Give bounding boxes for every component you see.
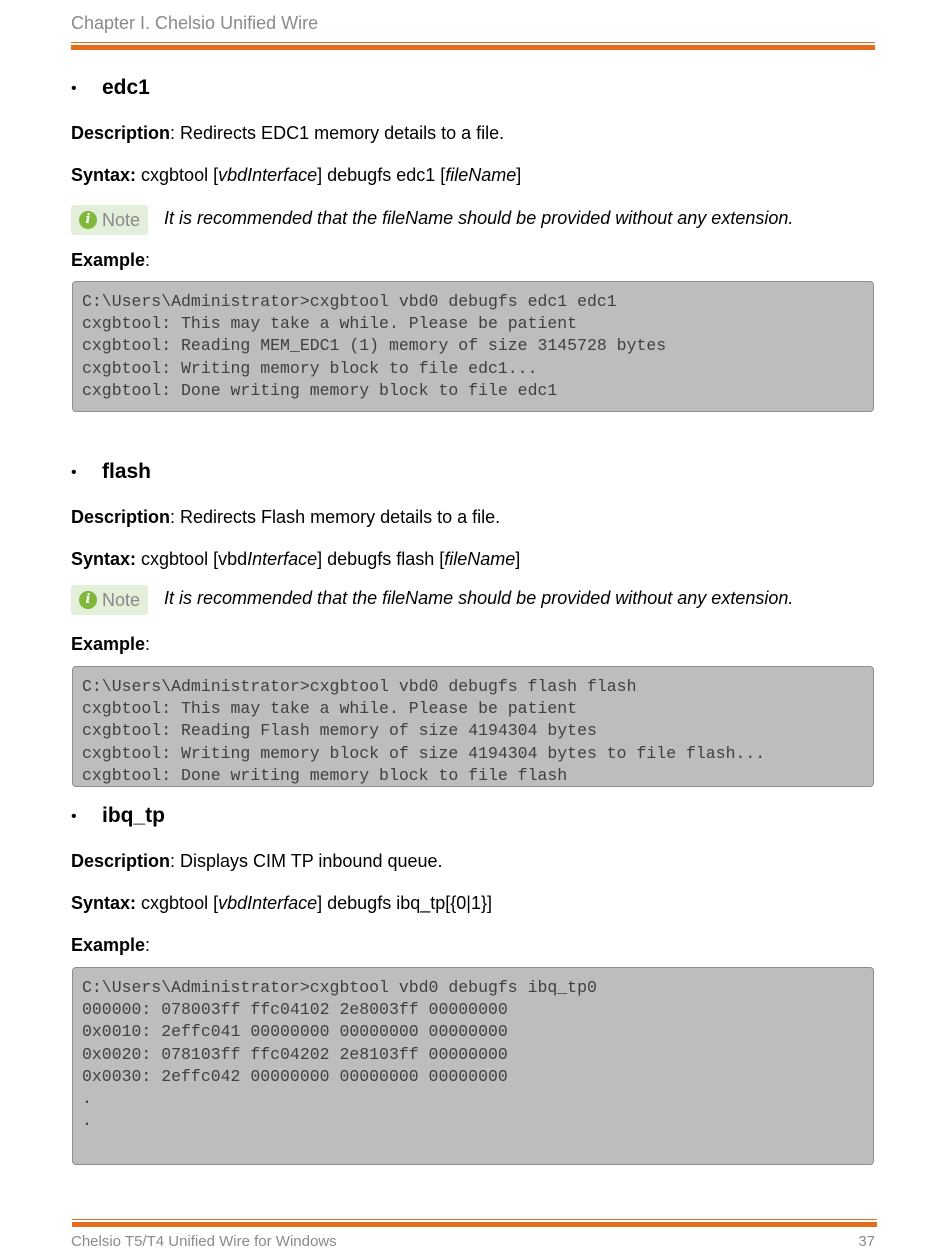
syntax-part: ] debugfs edc1 [ xyxy=(317,165,446,185)
note-badge xyxy=(71,585,148,615)
code-line: 0x0030: 2effc042 00000000 00000000 00000000 xyxy=(82,1066,508,1086)
example-colon: : xyxy=(145,935,151,955)
code-line: C:\Users\Administrator>cxgbtool vbd0 debugfs flash flash xyxy=(82,677,637,696)
description-text: : Redirects Flash memory details to a file. xyxy=(170,507,501,527)
code-block xyxy=(72,967,874,1165)
bullet-icon: • xyxy=(71,808,77,825)
code-line: cxgbtool: Done writing memory block to file flash xyxy=(82,765,568,785)
syntax-label: Syntax: xyxy=(71,893,137,913)
note-text: It is recommended that the fileName should be provided without any extension. xyxy=(164,208,794,228)
code-block xyxy=(72,281,874,412)
code-line: cxgbtool: Writing memory block to file edc1... xyxy=(82,358,538,378)
code-line: . xyxy=(82,1111,92,1131)
code-line: C:\Users\Administrator>cxgbtool vbd0 debugfs edc1 edc1 xyxy=(82,292,617,311)
example-label xyxy=(71,250,150,271)
description-label: Description xyxy=(71,851,171,871)
syntax-part: cxgbtool [vbd xyxy=(136,549,248,569)
syntax-part: ] xyxy=(515,549,521,569)
example-label xyxy=(71,935,150,956)
example-label xyxy=(71,634,150,655)
info-icon: i xyxy=(79,211,97,229)
header-rule xyxy=(71,42,875,50)
syntax xyxy=(71,165,521,186)
code-line: cxgbtool: Writing memory block of size 4194304 bytes to file flash... xyxy=(82,743,766,763)
syntax-param: Interface xyxy=(247,549,318,569)
syntax-part: cxgbtool [ xyxy=(136,893,219,913)
note-label: Note xyxy=(102,590,141,610)
description-text: : Displays CIM TP inbound queue. xyxy=(170,851,443,871)
syntax-part: ] debugfs ibq_tp[{0|1}] xyxy=(317,893,492,913)
example-colon: : xyxy=(145,634,151,654)
syntax xyxy=(71,893,492,914)
syntax-param: fileName xyxy=(445,165,517,185)
syntax-param: fileName xyxy=(444,549,516,569)
code-line: 000000: 078003ff ffc04102 2e8003ff 00000000 xyxy=(82,1000,508,1020)
code-line: cxgbtool: Done writing memory block to file edc1 xyxy=(82,380,558,400)
section-title: ibq_tp xyxy=(102,804,165,827)
code-line: C:\Users\Administrator>cxgbtool vbd0 debugfs ibq_tp0 xyxy=(82,978,597,997)
syntax-label: Syntax: xyxy=(71,165,137,185)
page-number: 37 xyxy=(858,1233,875,1250)
syntax-label: Syntax: xyxy=(71,549,137,569)
code-line: cxgbtool: Reading MEM_EDC1 (1) memory of size 3145728 bytes xyxy=(82,336,667,356)
note xyxy=(71,205,881,235)
description-label: Description xyxy=(71,507,171,527)
example-label-text: Example xyxy=(71,634,146,654)
syntax xyxy=(71,549,520,570)
bullet-icon: • xyxy=(71,80,77,97)
syntax-param: vbdInterface xyxy=(218,893,318,913)
description xyxy=(71,507,500,528)
footer-title: Chelsio T5/T4 Unified Wire for Windows xyxy=(71,1233,337,1250)
footer-rule xyxy=(72,1219,877,1227)
description xyxy=(71,851,443,872)
syntax-param: vbdInterface xyxy=(218,165,318,185)
bullet-icon: • xyxy=(71,464,77,481)
code-line: cxgbtool: Reading Flash memory of size 4194304 bytes xyxy=(82,721,597,741)
note-badge xyxy=(71,205,148,235)
code-line: 0x0020: 078103ff ffc04202 2e8103ff 00000000 xyxy=(82,1044,508,1064)
code-line: cxgbtool: This may take a while. Please be patient xyxy=(82,314,578,334)
section-title: flash xyxy=(102,460,152,483)
example-label-text: Example xyxy=(71,250,146,270)
note xyxy=(71,585,881,615)
section-title: edc1 xyxy=(102,76,150,99)
note-label: Note xyxy=(102,210,141,230)
description-label: Description xyxy=(71,123,171,143)
description xyxy=(71,123,504,144)
syntax-part: ] xyxy=(516,165,522,185)
example-colon: : xyxy=(145,250,151,270)
code-line: cxgbtool: This may take a while. Please be patient xyxy=(82,699,578,719)
example-label-text: Example xyxy=(71,935,146,955)
code-block xyxy=(72,666,874,787)
syntax-part: cxgbtool [ xyxy=(136,165,219,185)
chapter-header: Chapter I. Chelsio Unified Wire xyxy=(71,13,319,33)
note-text: It is recommended that the fileName should be provided without any extension. xyxy=(164,588,794,608)
info-icon: i xyxy=(79,591,97,609)
description-text: : Redirects EDC1 memory details to a file. xyxy=(170,123,505,143)
code-line: 0x0010: 2effc041 00000000 00000000 00000000 xyxy=(82,1022,508,1042)
syntax-part: ] debugfs flash [ xyxy=(317,549,445,569)
code-line: . xyxy=(82,1089,92,1109)
